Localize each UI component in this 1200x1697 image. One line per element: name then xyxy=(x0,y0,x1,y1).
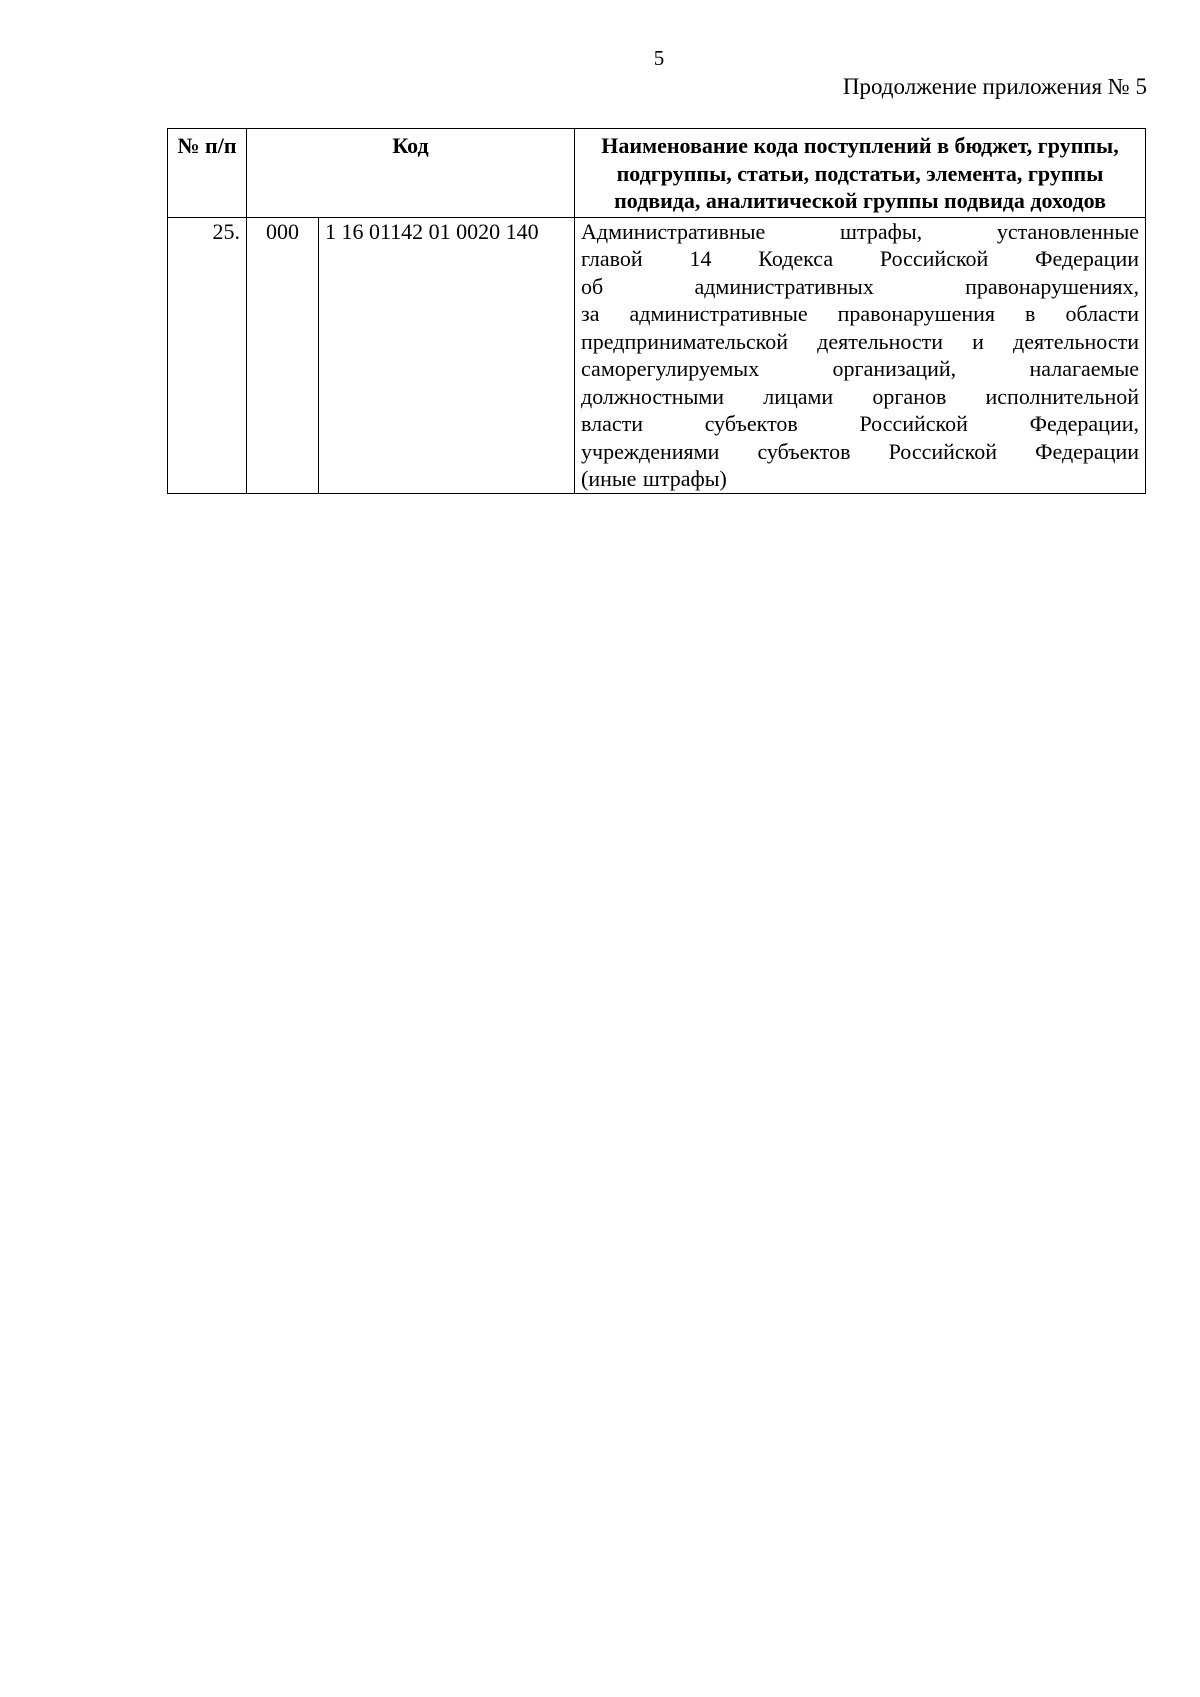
revenue-name-line: должностными лицами органов исполнительной xyxy=(581,383,1139,409)
revenue-name-line: власти субъектов Российской Федерации, xyxy=(581,411,1139,436)
administrator-code: 000 xyxy=(247,217,319,493)
appendix-continuation-note: Продолжение приложения № 5 xyxy=(842,74,1147,99)
column-header-number: № п/п xyxy=(168,129,247,218)
revenue-name-line: об административных правонарушениях, xyxy=(581,273,1139,299)
revenue-codes-table xyxy=(167,128,1146,494)
table-header xyxy=(168,129,1146,218)
column-header-code: Код xyxy=(247,129,575,218)
column-header-name: Наименование кода поступлений в бюджет, группы, подгруппы, статьи, подстатьи, элемента, группы подвида, аналитической группы подвида доходов xyxy=(575,129,1146,218)
revenue-name-line: главой 14 Кодекса Российской Федерации xyxy=(581,246,1139,271)
row-number: 25. xyxy=(168,217,247,493)
table-body xyxy=(168,217,1146,493)
revenue-name-line: саморегулируемых организаций, налагаемые xyxy=(581,356,1139,381)
table-row xyxy=(168,217,1146,493)
revenue-name-line: (иные штрафы) xyxy=(581,466,727,491)
table-header-row xyxy=(168,129,1146,218)
revenue-name-line: учреждениями субъектов Российской Федерации xyxy=(581,438,1139,464)
revenue-name-line: предпринимательской деятельности и деятельности xyxy=(581,328,1139,354)
revenue-name-line: за административные правонарушения в области xyxy=(581,301,1139,326)
revenue-name xyxy=(575,217,1146,493)
page-number: 5 xyxy=(653,46,665,70)
revenue-name-line: Административные штрафы, установленные xyxy=(581,218,1139,244)
revenue-code: 1 16 01142 01 0020 140 xyxy=(319,217,575,493)
